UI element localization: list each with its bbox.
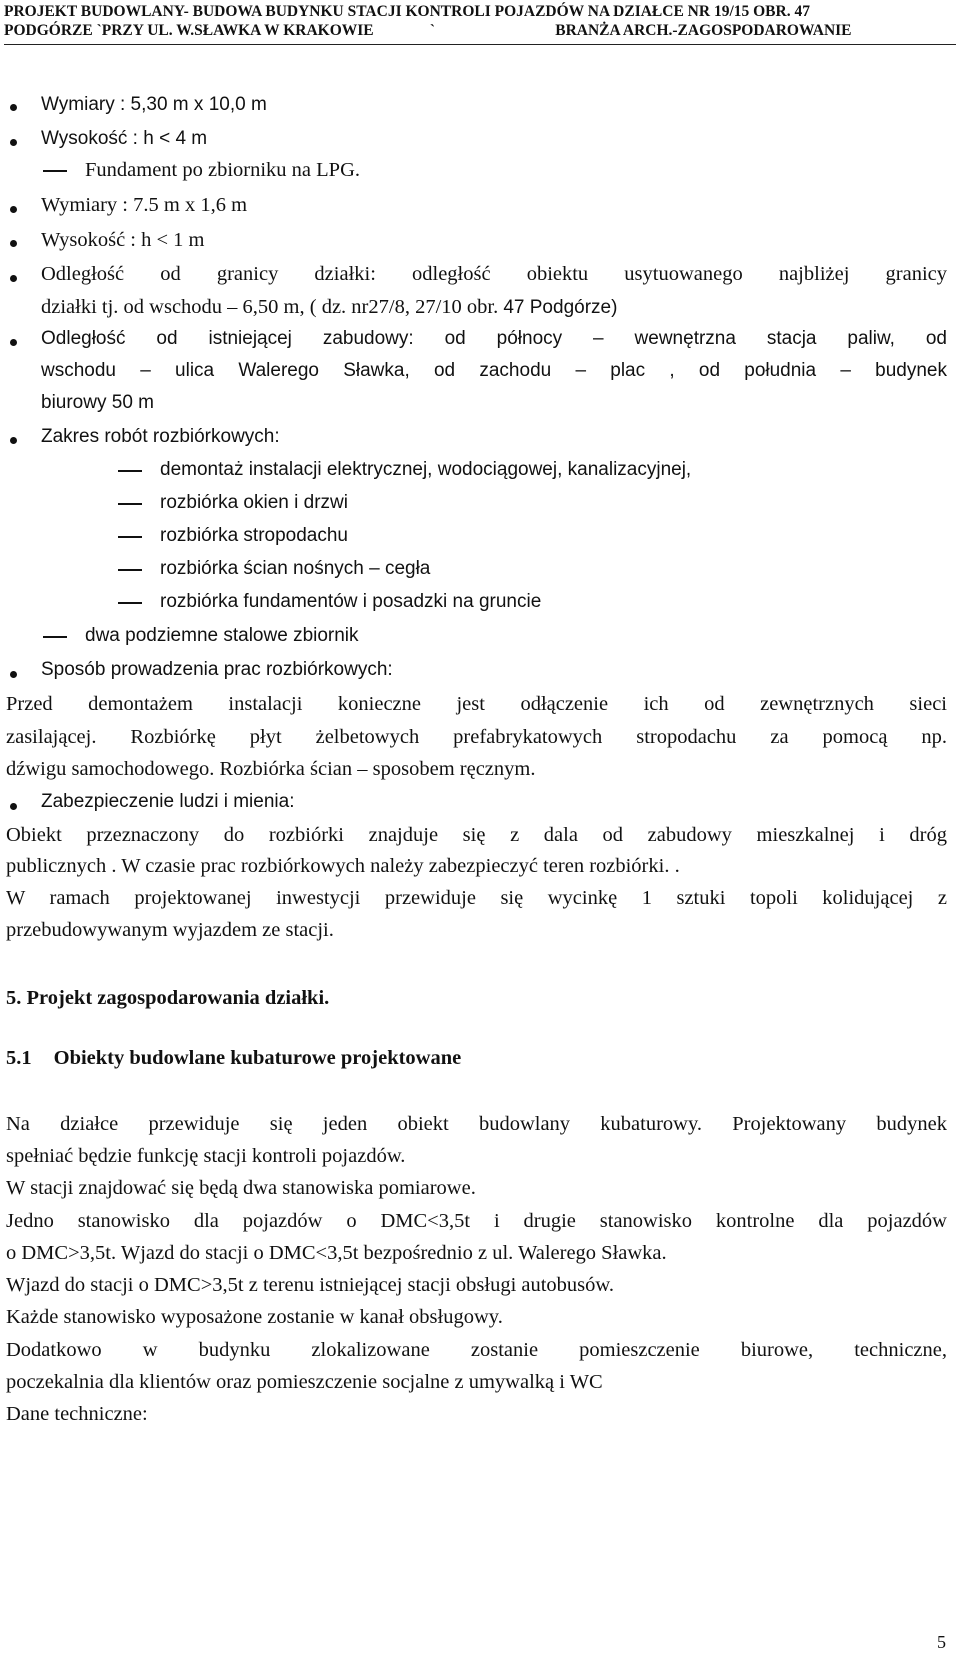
bullet-icon <box>10 139 17 146</box>
sub-list-item: rozbiórka ścian nośnych – cegła <box>160 558 431 579</box>
text-span: 47 Podgórze) <box>503 297 618 318</box>
subsection-heading <box>6 1045 461 1071</box>
dash-icon <box>118 536 142 538</box>
paragraph-line: Jedno stanowisko dla pojazdów o DMC<3,5t i drugie stanowisko kontrolne dla pojazdów <box>6 1210 947 1232</box>
bullet-icon <box>10 339 17 346</box>
header-line-1: PROJEKT BUDOWLANY- BUDOWA BUDYNKU STACJI KONTROLI POJAZDÓW NA DZIAŁCE NR 19/15 OBR. 47 <box>4 3 810 20</box>
sub-list-item: rozbiórka okien i drzwi <box>160 492 348 513</box>
bullet-icon <box>10 671 17 678</box>
paragraph-line: poczekalnia dla klientów oraz pomieszczenie socjalne z umywalką i WC <box>6 1371 603 1393</box>
list-item-continued <box>41 294 617 321</box>
list-item-continued: wschodu – ulica Walerego Sławka, od zachodu – plac , od południa – budynek <box>41 360 947 381</box>
bullet-icon <box>10 206 17 213</box>
dash-icon <box>43 170 67 172</box>
list-item: Odległość od granicy działki: odległość obiektu usytuowanego najbliżej granicy <box>41 263 947 285</box>
list-item: Sposób prowadzenia prac rozbiórkowych: <box>41 659 393 680</box>
dash-icon <box>118 470 142 472</box>
paragraph-line: Dane techniczne: <box>6 1403 148 1425</box>
section-heading: 5. Projekt zagospodarowania działki. <box>6 987 330 1009</box>
bullet-icon <box>10 803 17 810</box>
bullet-icon <box>10 437 17 444</box>
paragraph-line: W stacji znajdować się będą dwa stanowiska pomiarowe. <box>6 1177 476 1199</box>
paragraph-line: dźwigu samochodowego. Rozbiórka ścian – sposobem ręcznym. <box>6 758 536 780</box>
header-branch: BRANŻA ARCH.-ZAGOSPODAROWANIE <box>555 22 852 39</box>
page-number: 5 <box>937 1632 946 1652</box>
header-location: PODGÓRZE `PRZY UL. W.SŁAWKA W KRAKOWIE <box>4 22 374 39</box>
sub-list-item: demontaż instalacji elektrycznej, wodociągowej, kanalizacyjnej, <box>160 459 692 480</box>
sub-list-item: rozbiórka stropodachu <box>160 525 348 546</box>
paragraph-line: Przed demontażem instalacji konieczne jest odłączenie ich od zewnętrznych sieci <box>6 693 947 715</box>
paragraph-line: Każde stanowisko wyposażone zostanie w kanał obsługowy. <box>6 1306 503 1328</box>
list-item: dwa podziemne stalowe zbiornik <box>85 625 359 646</box>
paragraph-line: W ramach projektowanej inwestycji przewiduje się wycinkę 1 sztuki topoli kolidującej z <box>6 887 947 909</box>
dash-icon <box>118 503 142 505</box>
text-span: działki tj. od wschodu – 6,50 m, ( dz. nr27/8, 27/10 obr. <box>41 296 499 318</box>
subsection-number: 5.1 <box>6 1047 32 1069</box>
paragraph-line: publicznych . W czasie prac rozbiórkowych należy zabezpieczyć teren rozbiórki. . <box>6 855 680 877</box>
list-item: Zakres robót rozbiórkowych: <box>41 426 280 447</box>
dash-icon <box>118 602 142 604</box>
dash-icon <box>118 569 142 571</box>
header-mark: ` <box>429 22 436 39</box>
bullet-icon <box>10 104 17 111</box>
list-item: Wysokość : h < 1 m <box>41 229 205 251</box>
sub-list-item: rozbiórka fundamentów i posadzki na gruncie <box>160 591 542 612</box>
paragraph-line: przebudowywanym wyjazdem ze stacji. <box>6 919 334 941</box>
list-item: Odległość od istniejącej zabudowy: od północy – wewnętrzna stacja paliw, od <box>41 328 947 349</box>
list-item: Wymiary : 7.5 m x 1,6 m <box>41 194 248 216</box>
paragraph-line: o DMC>3,5t. Wjazd do stacji o DMC<3,5t bezpośrednio z ul. Walerego Sławka. <box>6 1242 667 1264</box>
bullet-icon <box>10 275 17 282</box>
list-item: Wysokość : h < 4 m <box>41 128 208 149</box>
bullet-icon <box>10 240 17 247</box>
paragraph-line: spełniać będzie funkcję stacji kontroli pojazdów. <box>6 1145 406 1167</box>
list-item: Fundament po zbiorniku na LPG. <box>85 159 361 181</box>
list-item-continued: biurowy 50 m <box>41 392 154 413</box>
list-item: Wymiary : 5,30 m x 10,0 m <box>41 94 267 115</box>
paragraph-line: Na działce przewiduje się jeden obiekt budowlany kubaturowy. Projektowany budynek <box>6 1113 947 1135</box>
paragraph-line: zasilającej. Rozbiórkę płyt żelbetowych prefabrykatowych stropodachu za pomocą np. <box>6 726 947 748</box>
subsection-title: Obiekty budowlane kubaturowe projektowane <box>53 1047 462 1069</box>
dash-icon <box>43 636 67 638</box>
paragraph-line: Dodatkowo w budynku zlokalizowane zostanie pomieszczenie biurowe, techniczne, <box>6 1339 947 1361</box>
list-item: Zabezpieczenie ludzi i mienia: <box>41 791 295 812</box>
paragraph-line: Obiekt przeznaczony do rozbiórki znajduje się z dala od zabudowy mieszkalnej i dróg <box>6 824 947 846</box>
paragraph-line: Wjazd do stacji o DMC>3,5t z terenu istniejącej stacji obsługi autobusów. <box>6 1274 615 1296</box>
